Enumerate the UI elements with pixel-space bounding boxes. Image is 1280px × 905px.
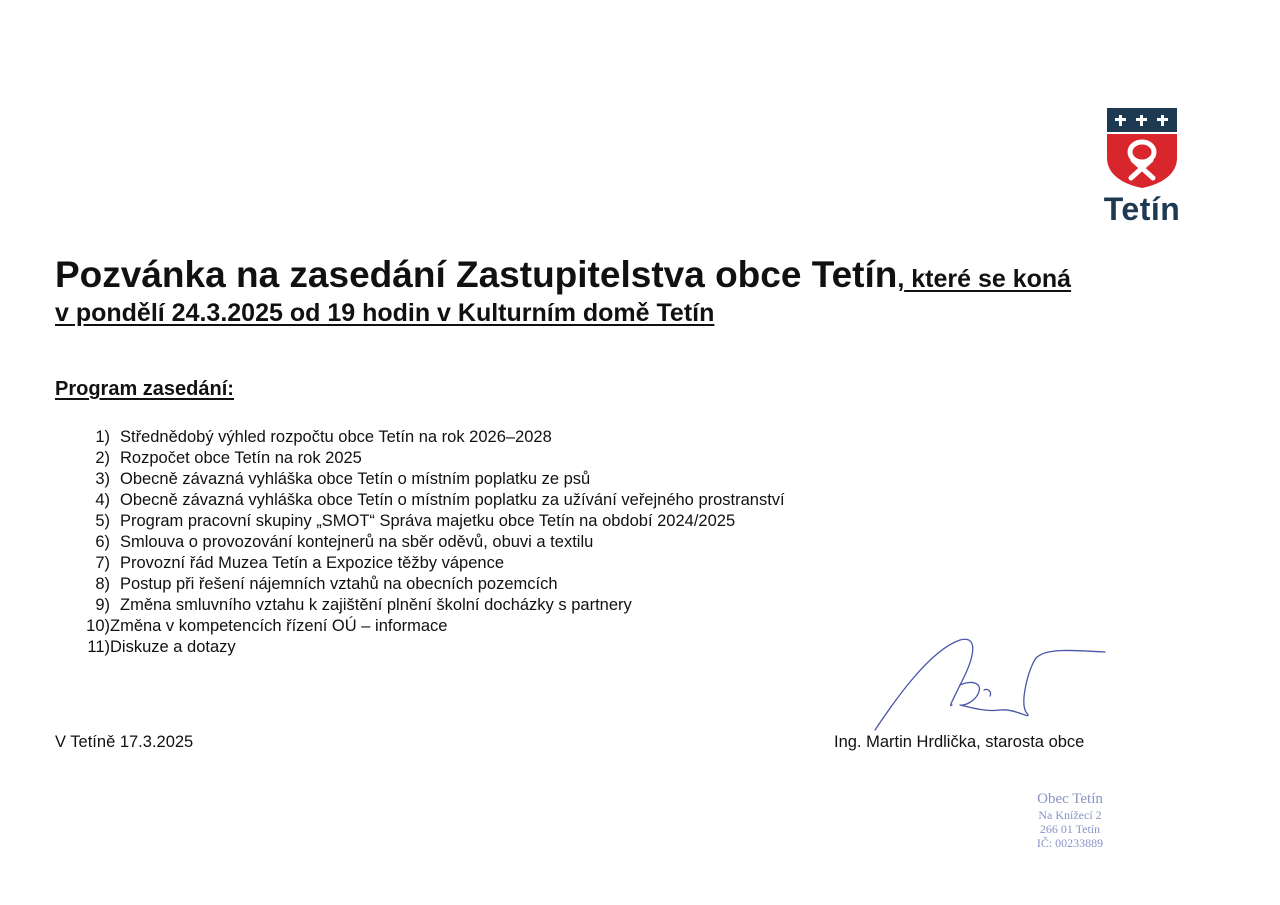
handwritten-signature [860,630,1110,740]
stamp-line: Obec Tetín [1037,791,1103,807]
title-sub: které se koná [904,265,1072,293]
place-and-date: V Tetíně 17.3.2025 [55,733,194,751]
title-comma: , [897,265,905,293]
agenda-item: 11) Diskuze a dotazy [87,638,236,656]
agenda-item: 7) Provozní řád Muzea Tetín a Expozice těžby vápence [95,554,504,572]
agenda-item: 2) Rozpočet obce Tetín na rok 2025 [95,449,362,467]
official-stamp [1020,791,1120,850]
coat-of-arms-icon [1107,108,1177,188]
signer-name: Ing. Martin Hrdlička, starosta obce [834,733,1085,751]
municipality-logo [1092,108,1192,230]
agenda-item: 4) Obecně závazná vyhláška obce Tetín o místním poplatku za užívání veřejného prostranství [95,491,785,509]
stamp-line: 266 01 Tetín [1039,822,1101,836]
meeting-date-location: v pondělí 24.3.2025 od 19 hodin v Kulturním domě Tetín [55,299,715,327]
agenda-item: 1) Střednědobý výhled rozpočtu obce Tetín na rok 2026–2028 [95,428,552,446]
agenda-item: 3) Obecně závazná vyhláška obce Tetín o místním poplatku ze psů [95,470,591,488]
agenda-list [80,427,785,658]
logo-wordmark: Tetín [1103,191,1181,227]
title-main: Pozvánka na zasedání Zastupitelstva obce Tetín [55,254,898,295]
program-heading: Program zasedání: [55,378,234,400]
stamp-line: Na Knížecí 2 [1038,808,1102,822]
agenda-item: 6) Smlouva o provozování kontejnerů na sběr oděvů, obuvi a textilu [95,533,594,551]
stamp-line: IČ: 00233889 [1036,836,1104,850]
agenda-item: 5) Program pracovní skupiny „SMOT“ Správa majetku obce Tetín na období 2024/2025 [95,512,736,530]
agenda-item: 8) Postup při řešení nájemních vztahů na obecních pozemcích [95,575,558,593]
agenda-item: 10) Změna v kompetencích řízení OÚ – informace [86,617,448,635]
agenda-item: 9) Změna smluvního vztahu k zajištění plnění školní docházky s partnery [95,596,632,614]
